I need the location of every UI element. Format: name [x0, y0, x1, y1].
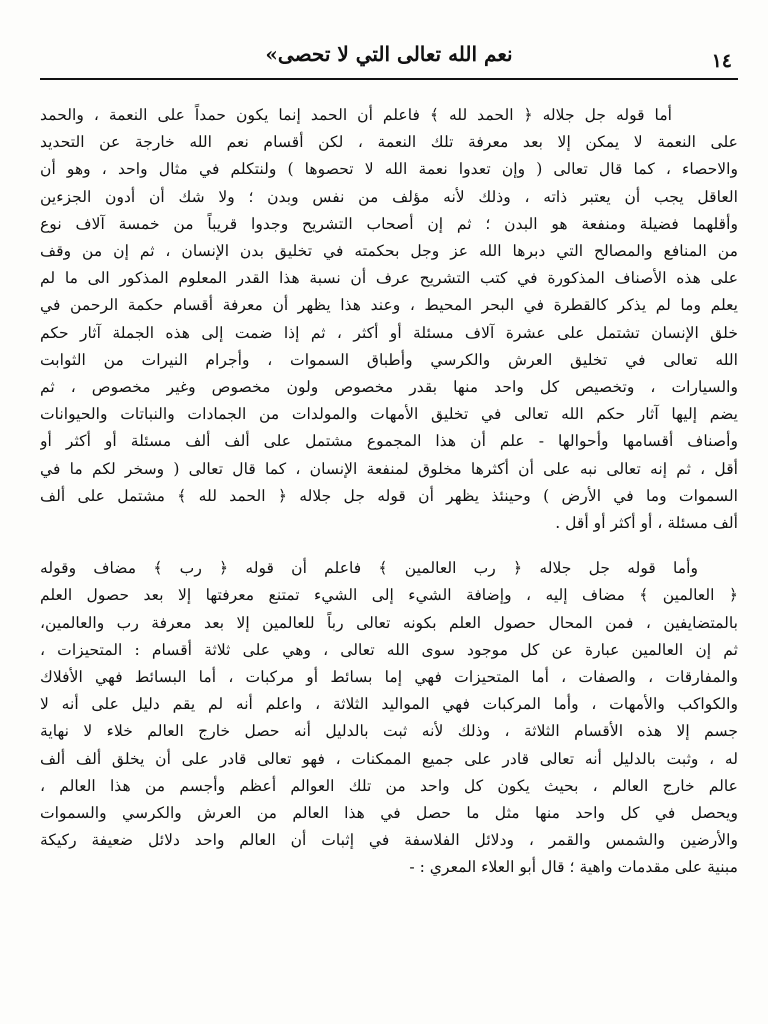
text-line: أما قوله جل جلاله ﴿ الحمد لله ﴾ فاعلم أن الحمد إنما يكون حمداً على النعمة ، والحمد — [40, 106, 672, 124]
paragraph-1 — [40, 102, 738, 537]
text-line: وأقلهما فضيلة ومنفعة هو البدن ؛ ثم إن أصحاب التشريح وجدوا قريباً من خمسة آلاف نوع — [40, 214, 738, 233]
text-line: السموات وما في الأرض ) وحينئذ يظهر أن قوله جل جلاله ﴿ الحمد لله ﴾ مشتمل على ألف — [40, 486, 738, 505]
text-line: وأصناف أقسامها وأحوالها - علم أن هذا المجموع مشتمل على ألف ألف مسئلة أو أكثر أو — [40, 432, 738, 451]
text-line: مبنية على مقدمات واهية ؛ قال أبو العلاء المعري : - — [409, 858, 738, 877]
text-line: ﴿ العالمين ﴾ مضاف إليه ، وإضافة الشيء إلى الشيء تمتنع معرفتها إلا بعد حصول العلم — [40, 586, 738, 605]
text-line: على هذه الأصناف المذكورة في كتب التشريح عرف أن نسبة هذا القدر المعلوم المذكور الى ما لم — [40, 269, 738, 288]
header-rule — [40, 78, 738, 80]
text-line: والمفارقات ، والصفات ، أما المتحيزات فهي إما بسائط أو مركبات ، أما البسائط فهي الأفلاك — [40, 668, 738, 687]
page-header — [40, 38, 738, 78]
paragraph-2 — [40, 555, 738, 881]
text-line: ويحصل في كل واحد منها مثل ما حصل في هذا العالم من العرش والكرسي والسموات — [40, 804, 738, 823]
running-title: نعم الله تعالى التي لا تحصى» — [265, 42, 513, 66]
text-line: على النعمة لا يمكن إلا بعد معرفة تلك النعمة ، لكن أقسام نعم الله خارجة عن التحديد — [40, 133, 738, 152]
text-line: له ، وثبت بالدليل أنه تعالى قادر على جميع الممكنات ، فهو تعالى قادر على أن يخلق ألف ألف — [40, 749, 738, 768]
text-line: جسم إلا هذه الأقسام الثلاثة ، وذلك لأنه ثبت بالدليل أنه حصل خارج العالم خلاء لا نهاية — [40, 722, 738, 741]
text-line: عالم خارج العالم ، بحيث يكون كل واحد من تلك العوالم أعظم وأجسم من هذا العالم ، — [40, 776, 738, 795]
text-line: العاقل يجب أن يعتبر ذاته ، وذلك لأنه مؤلف من نفس وبدن ؛ ولا شك أن أدون الجزءين — [40, 187, 738, 206]
text-line: بالمتضايفين ، فمن المحال حصول العلم بكونه تعالى رباً للعالمين إلا بعد معرفة رب والعالمين، — [40, 613, 738, 632]
text-line: وأما قوله جل جلاله ﴿ رب العالمين ﴾ فاعلم أن قوله ﴿ رب ﴾ مضاف وقوله — [40, 559, 698, 578]
text-line: يضم إليها آثار حكم الله تعالى في تخليق الأمهات والمولدات من الجمادات والنباتات والحيوانات — [40, 405, 738, 424]
text-line: الله تعالى في تخليق العرش والكرسي وأطباق السموات ، وأجرام النيرات من الثوابت — [40, 350, 738, 369]
text-line: ثم إن العالمين عبارة عن كل موجود سوى الله تعالى ، وهي على ثلاثة أقسام : المتحيزات ، — [40, 640, 738, 659]
text-line: والأرضين والشمس والقمر ، ودلائل الفلاسفة في إثبات أن العالم واحد دلائل ضعيفة ركيكة — [40, 831, 738, 850]
text-line: ألف مسئلة ، أو أكثر أو أقل . — [555, 514, 738, 533]
text-line: يعلم وما لم يذكر كالقطرة في البحر المحيط ، وعند هذا يظهر أن معرفة أقسام حكمة الرحمن في — [40, 296, 738, 315]
text-line: والاحصاء ، كما قال تعالى ( وإن تعدوا نعمة الله لا تحصوها ) ولنتكلم في مثال واحد ، وهو أن — [40, 160, 738, 179]
text-line: من المنافع والمصالح التي دبرها الله عز وجل بحكمته في تخليق بدن الإنسان ، ثم إن من وقف — [40, 242, 738, 261]
body-text — [40, 102, 738, 882]
text-line: والكواكب والأمهات ، وأما المركبات فهي المواليد الثلاثة ، واعلم أنه لم يقم دليل على أنه لا — [40, 695, 738, 714]
text-line: أقل ، ثم إنه تعالى نبه على أن أكثرها مخلوق لمنفعة الإنسان ، كما قال تعالى ( وسخر لكم ما في — [40, 459, 738, 478]
page-number: ١٤ — [711, 50, 732, 72]
text-line: خلق الإنسان تشتمل على عشرة آلاف مسئلة أو أكثر ، ثم إذا ضمت إلى هذه الجملة آثار حكم — [40, 323, 738, 342]
text-line: والسيارات ، وتخصيص كل واحد منها بقدر مخصوص ولون مخصوص وغير مخصوص ، ثم — [40, 378, 738, 397]
